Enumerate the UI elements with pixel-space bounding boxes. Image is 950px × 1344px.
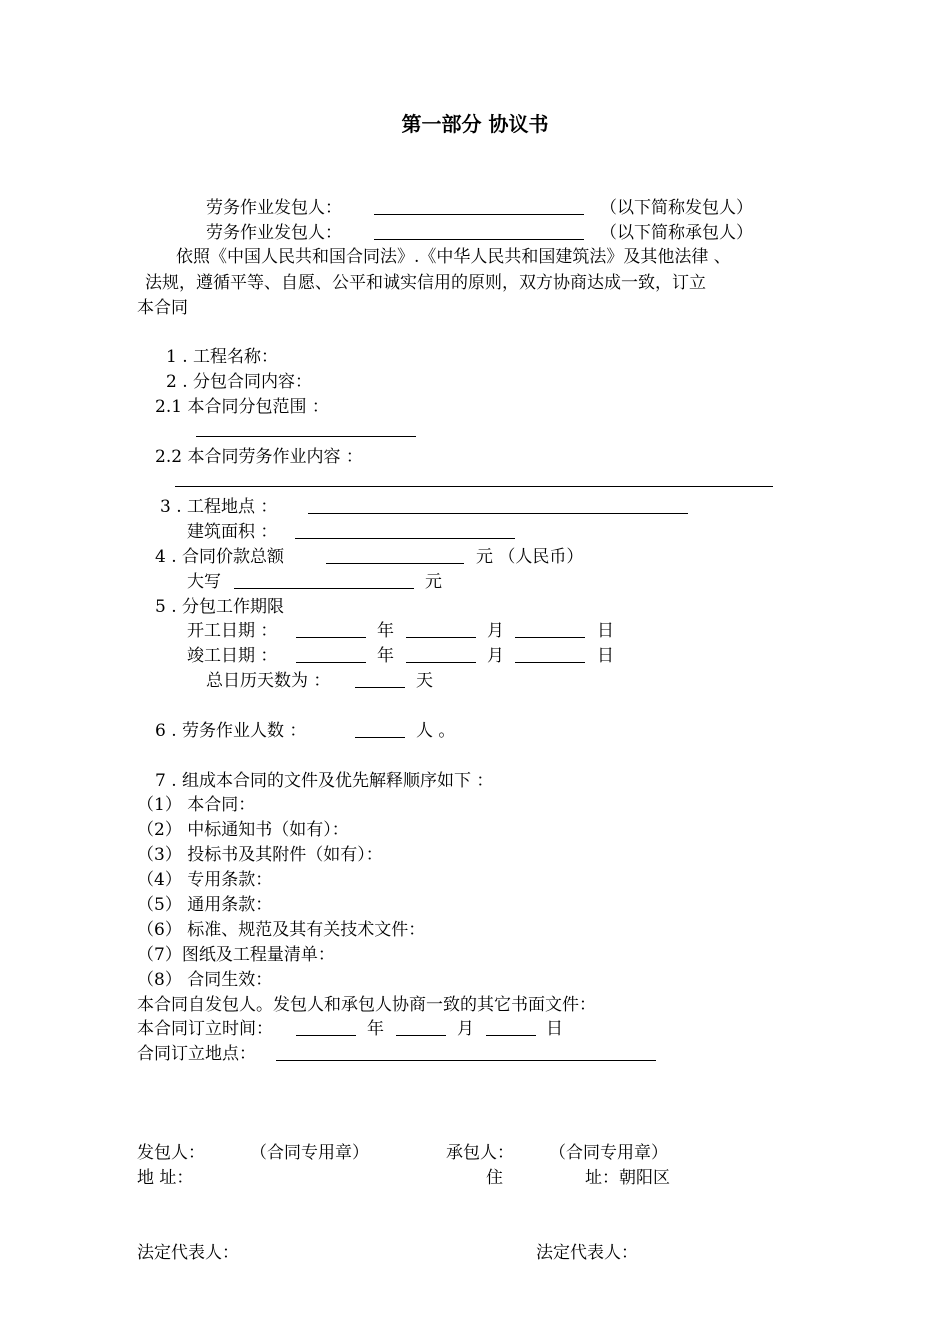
item-price: 4 . 合同价款总额 xyxy=(155,547,285,567)
item-labor-content: 2.2 本合同劳务作业内容 ： xyxy=(155,447,363,467)
workers-blank[interactable] xyxy=(355,737,405,738)
price-upper-unit: 元 xyxy=(425,572,442,592)
sign-year-label: 年 xyxy=(367,1019,384,1039)
end-month-label: 月 xyxy=(487,646,504,666)
price-unit: 元 （人民币） xyxy=(476,547,584,567)
contractor-sign-label: 承包人： xyxy=(446,1143,514,1163)
item-area: 建筑面积 ： xyxy=(187,522,278,542)
sign-day-label: 日 xyxy=(546,1019,563,1039)
price-upper-blank[interactable] xyxy=(234,588,414,589)
end-year-label: 年 xyxy=(377,646,394,666)
document-item: （2） 中标通知书（如有）： xyxy=(137,820,349,840)
item-scope: 2.1 本合同分包范围 ： xyxy=(155,397,329,417)
contractor-address-label-a: 住 xyxy=(486,1168,503,1188)
contractor-label: 劳务作业发包人： xyxy=(206,223,342,243)
start-day-blank[interactable] xyxy=(515,637,585,638)
contractor-address: 址：朝阳区 xyxy=(585,1168,670,1188)
document-item: （1） 本合同： xyxy=(137,795,256,815)
sign-month-label: 月 xyxy=(457,1019,474,1039)
preamble-line-1: 依照《中国人民共和国合同法》.《中华人民共和国建筑法》及其他法律 、 xyxy=(176,247,731,267)
scope-blank[interactable] xyxy=(196,436,416,437)
end-date-label: 竣工日期 ： xyxy=(187,646,278,666)
labor-content-blank[interactable] xyxy=(175,486,773,487)
employer-address-label: 地 址： xyxy=(137,1168,194,1188)
contractor-legal-rep: 法定代表人： xyxy=(536,1243,638,1263)
preamble-line-2: 法规，遵循平等、自愿、公平和诚实信用的原则，双方协商达成一致，订立 xyxy=(145,273,706,293)
total-days-blank[interactable] xyxy=(355,687,405,688)
contractor-blank[interactable] xyxy=(374,239,584,240)
start-year-label: 年 xyxy=(377,621,394,641)
sign-time-label: 本合同订立时间： xyxy=(137,1019,273,1039)
start-month-blank[interactable] xyxy=(406,637,476,638)
document-item: （7）图纸及工程量清单： xyxy=(137,945,335,965)
end-day-blank[interactable] xyxy=(515,662,585,663)
end-day-label: 日 xyxy=(597,646,614,666)
sign-year-blank[interactable] xyxy=(296,1035,356,1036)
item-location: 3 . 工程地点 ： xyxy=(160,497,278,517)
end-month-blank[interactable] xyxy=(406,662,476,663)
document-item: （5） 通用条款： xyxy=(137,895,273,915)
contractor-seal: （合同专用章） xyxy=(549,1143,668,1163)
document-item: （4） 专用条款： xyxy=(137,870,273,890)
total-days-unit: 天 xyxy=(416,671,433,691)
item-subcontract-content: 2 . 分包合同内容： xyxy=(166,372,313,392)
document-item: （6） 标准、规范及其有关技术文件： xyxy=(137,920,426,940)
contractor-note: （以下简称承包人） xyxy=(600,223,753,243)
workers-unit: 人 。 xyxy=(416,721,456,741)
price-upper-label: 大写 xyxy=(187,572,221,592)
employer-label: 劳务作业发包人： xyxy=(206,198,342,218)
item-workers: 6 . 劳务作业人数 ： xyxy=(155,721,307,741)
start-month-label: 月 xyxy=(487,621,504,641)
sign-day-blank[interactable] xyxy=(486,1035,536,1036)
item-period: 5 . 分包工作期限 xyxy=(155,597,285,617)
total-days-label: 总日历天数为 ： xyxy=(206,671,331,691)
start-date-label: 开工日期 ： xyxy=(187,621,278,641)
start-day-label: 日 xyxy=(597,621,614,641)
employer-legal-rep: 法定代表人： xyxy=(137,1243,239,1263)
preamble-line-3: 本合同 xyxy=(137,298,188,318)
sign-place-label: 合同订立地点： xyxy=(137,1044,256,1064)
page-title: 第一部分 协议书 xyxy=(401,112,549,136)
document-item: （3） 投标书及其附件（如有）： xyxy=(137,845,383,865)
sign-month-blank[interactable] xyxy=(396,1035,446,1036)
start-year-blank[interactable] xyxy=(296,637,366,638)
document-item: （8） 合同生效： xyxy=(137,970,273,990)
price-blank[interactable] xyxy=(326,563,464,564)
employer-seal: （合同专用章） xyxy=(250,1143,369,1163)
effective-text: 本合同自发包人。发包人和承包人协商一致的其它书面文件： xyxy=(137,995,596,1015)
area-blank[interactable] xyxy=(295,538,515,539)
end-year-blank[interactable] xyxy=(296,662,366,663)
item-documents: 7 . 组成本合同的文件及优先解释顺序如下 ： xyxy=(155,771,494,791)
item-project-name: 1 . 工程名称： xyxy=(166,347,279,367)
employer-sign-label: 发包人： xyxy=(137,1143,205,1163)
employer-blank[interactable] xyxy=(374,214,584,215)
sign-place-blank[interactable] xyxy=(276,1060,656,1061)
location-blank[interactable] xyxy=(308,513,688,514)
employer-note: （以下简称发包人） xyxy=(600,198,753,218)
